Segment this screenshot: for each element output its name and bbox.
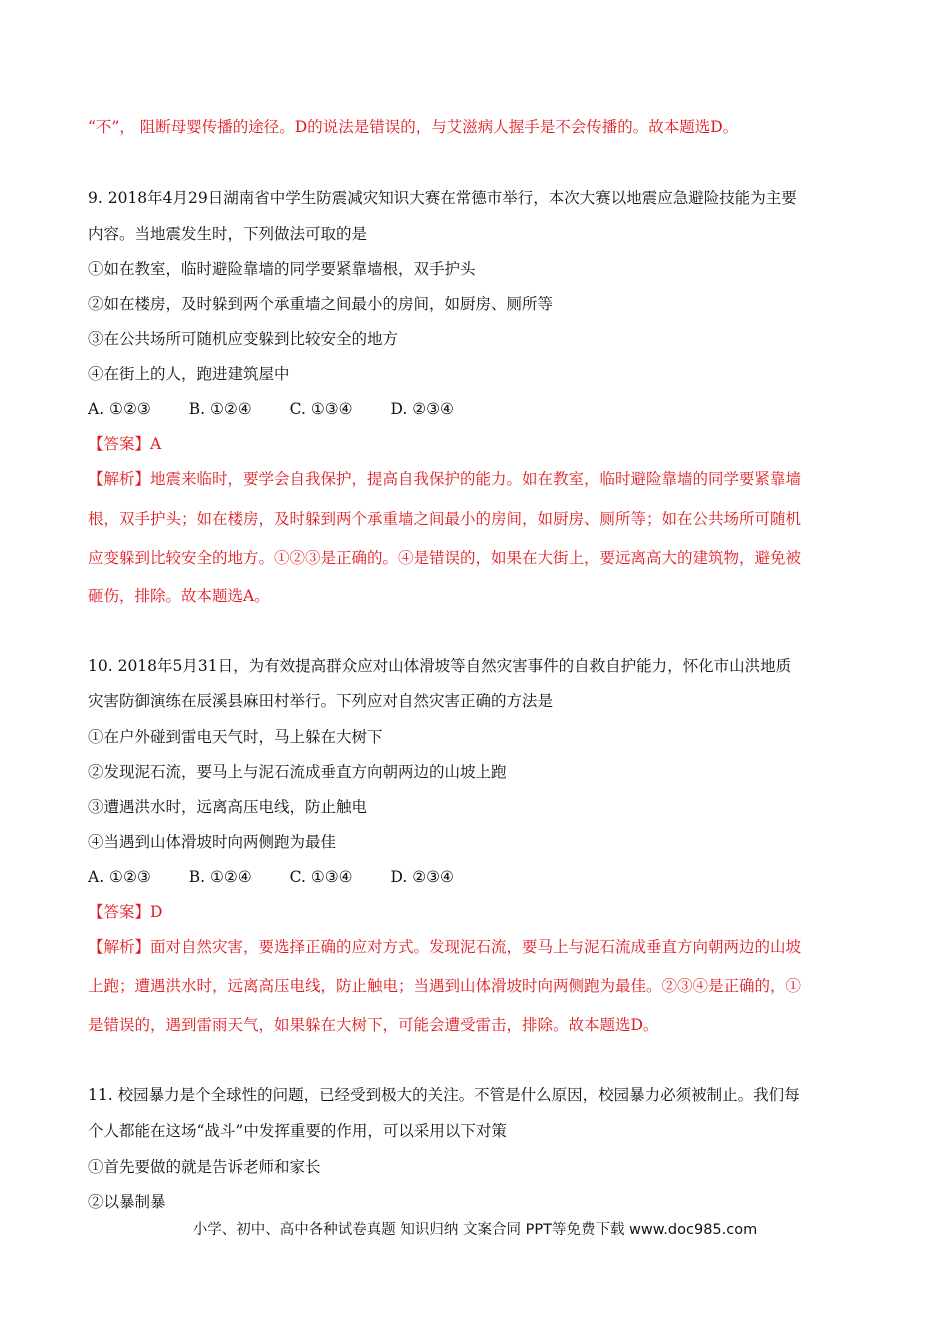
q10-item-4: ④当遇到山体滑坡时向两侧跑为最佳 xyxy=(88,833,337,851)
q10-answer xyxy=(88,901,162,923)
q11-stem-line-1: 11. 校园暴力是个全球性的问题，已经受到极大的关注。不管是什么原因，校园暴力必须被制止。我们每 xyxy=(88,1086,800,1104)
q9-analysis-line-1 xyxy=(88,468,801,490)
q10-item-2: ②发现泥石流，要马上与泥石流成垂直方向朝两边的山坡上跑 xyxy=(88,763,507,781)
q9-item-4: ④在街上的人，跑进建筑屋中 xyxy=(88,365,290,383)
q9-answer-tag: 【答案】 xyxy=(88,435,151,453)
q9-analysis-text-1: 地震来临时，要学会自我保护，提高自我保护的能力。如在教室，临时避险靠墙的同学要紧靠墙 xyxy=(150,470,802,488)
q10-options xyxy=(88,866,492,888)
page-footer: 小学、初中、高中各种试卷真题 知识归纳 文案合同 PPT等免费下载 www.doc985.com xyxy=(192,1222,758,1238)
q9-stem-line-2: 内容。当地震发生时，下列做法可取的是 xyxy=(88,225,368,243)
q10-option-b: B. ①②④ xyxy=(188,868,252,886)
q10-analysis-line-1 xyxy=(88,936,801,958)
q10-stem-line-1: 10. 2018年5月31日，为有效提高群众应对山体滑坡等自然灾害事件的自救自护能力，怀化市山洪地质 xyxy=(88,657,792,675)
previous-analysis-tail: “不”， 阻断母婴传播的途径。D的说法是错误的，与艾滋病人握手是不会传播的。故本题选D。 xyxy=(88,118,739,136)
q9-analysis-line-2: 根，双手护头；如在楼房，及时躲到两个承重墙之间最小的房间，如厨房、厕所等；如在公共场所可随机 xyxy=(88,510,802,528)
q9-item-2: ②如在楼房，及时躲到两个承重墙之间最小的房间，如厨房、厕所等 xyxy=(88,295,554,313)
q10-item-3: ③遭遇洪水时，远离高压电线，防止触电 xyxy=(88,798,368,816)
q10-analysis-line-2: 上跑；遭遇洪水时，远离高压电线，防止触电；当遇到山体滑坡时向两侧跑为最佳。②③④是正确的，① xyxy=(88,977,802,995)
q11-item-1: ①首先要做的就是告诉老师和家长 xyxy=(88,1158,321,1176)
q11-item-2: ②以暴制暴 xyxy=(88,1193,166,1211)
q9-options xyxy=(88,398,492,420)
q9-analysis-tag: 【解析】 xyxy=(88,470,151,488)
q9-stem-line-1: 9. 2018年4月29日湖南省中学生防震减灾知识大赛在常德市举行，本次大赛以地震应急避险技能为主要 xyxy=(88,189,797,207)
q9-option-a: A. ①②③ xyxy=(88,400,151,418)
q9-answer xyxy=(88,433,161,455)
q10-option-a: A. ①②③ xyxy=(88,868,151,886)
q9-analysis-line-3: 应变躲到比较安全的地方。①②③是正确的。④是错误的，如果在大街上，要远离高大的建筑物，避免被 xyxy=(88,549,802,567)
q10-option-c: C. ①③④ xyxy=(289,868,353,886)
q9-option-c: C. ①③④ xyxy=(289,400,353,418)
q10-answer-tag: 【答案】 xyxy=(88,903,151,921)
q10-answer-value: D xyxy=(150,903,163,921)
q11-stem-line-2: 个人都能在这场“战斗”中发挥重要的作用，可以采用以下对策 xyxy=(88,1122,507,1140)
q10-analysis-tag: 【解析】 xyxy=(88,938,151,956)
q9-answer-value: A xyxy=(150,435,162,453)
q9-item-3: ③在公共场所可随机应变躲到比较安全的地方 xyxy=(88,330,399,348)
q10-stem-line-2: 灾害防御演练在辰溪县麻田村举行。下列应对自然灾害正确的方法是 xyxy=(88,692,554,710)
q9-analysis-line-4: 砸伤，排除。故本题选A。 xyxy=(88,587,270,605)
q10-option-d: D. ②③④ xyxy=(390,868,454,886)
q9-option-b: B. ①②④ xyxy=(188,400,252,418)
q9-item-1: ①如在教室，临时避险靠墙的同学要紧靠墙根，双手护头 xyxy=(88,260,476,278)
q9-option-d: D. ②③④ xyxy=(390,400,454,418)
q10-analysis-text-1: 面对自然灾害，要选择正确的应对方式。发现泥石流，要马上与泥石流成垂直方向朝两边的山坡 xyxy=(150,938,802,956)
q10-analysis-line-3: 是错误的，遇到雷雨天气，如果躲在大树下，可能会遭受雷击，排除。故本题选D。 xyxy=(88,1016,659,1034)
q10-item-1: ①在户外碰到雷电天气时，马上躲在大树下 xyxy=(88,728,383,746)
